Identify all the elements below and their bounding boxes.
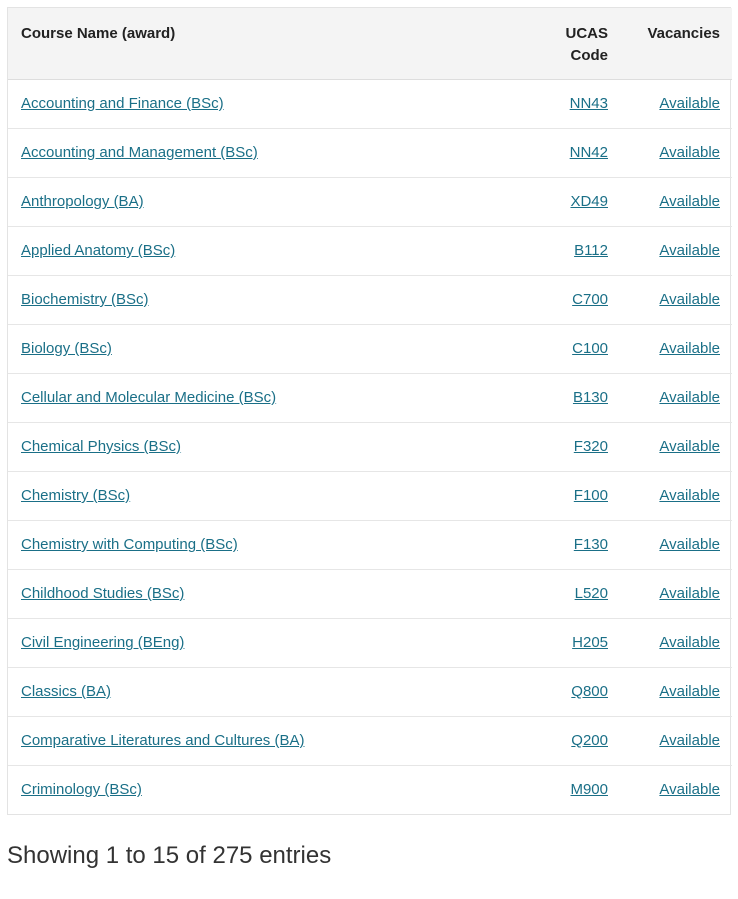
table-header-row [8,8,732,79]
table-row [8,177,732,226]
ucas-code-cell [543,716,608,765]
table-row [8,275,732,324]
course-name-link[interactable]: Chemical Physics (BSc) [21,438,182,455]
ucas-code-link[interactable]: M900 [570,781,608,799]
table-row [8,373,732,422]
ucas-code-link[interactable]: C700 [572,291,608,308]
ucas-code-cell [543,128,608,177]
course-name-cell [8,177,543,226]
course-name-link[interactable]: Criminology (BSc) [21,781,142,799]
vacancies-link[interactable]: Available [659,144,720,161]
vacancies-link[interactable]: Available [659,242,720,259]
ucas-code-cell [543,471,608,520]
ucas-code-link[interactable]: NN43 [569,95,608,112]
vacancies-link[interactable]: Available [659,683,720,700]
ucas-code-link[interactable]: Q800 [571,683,608,700]
ucas-code-cell [543,324,608,373]
vacancies-link[interactable]: Available [659,536,720,553]
vacancies-link[interactable]: Available [659,585,720,602]
course-name-link[interactable]: Accounting and Management (BSc) [21,144,258,161]
vacancies-link[interactable]: Available [659,193,720,210]
table-row [8,520,732,569]
ucas-code-link[interactable]: C100 [572,340,608,357]
column-header-course-name-label: Course Name (award) [21,25,176,42]
vacancies-cell [608,422,732,471]
vacancies-link[interactable]: Available [659,291,720,308]
ucas-code-link[interactable]: H205 [572,634,608,651]
vacancies-cell [608,177,732,226]
table-row [8,79,732,128]
table-row [8,128,732,177]
ucas-code-cell [543,667,608,716]
ucas-code-cell [543,618,608,667]
course-name-link[interactable]: Biology (BSc) [21,340,112,357]
ucas-code-link[interactable]: XD49 [570,193,608,210]
table-row [8,422,732,471]
vacancies-link[interactable]: Available [659,781,720,799]
vacancies-cell [608,275,732,324]
course-name-link[interactable]: Accounting and Finance (BSc) [21,95,224,112]
ucas-code-cell [543,765,608,814]
table-row [8,716,732,765]
ucas-code-link[interactable]: Q200 [571,732,608,749]
table-row [8,618,732,667]
table-row [8,324,732,373]
course-name-cell [8,618,543,667]
course-name-cell [8,226,543,275]
vacancies-cell [608,569,732,618]
ucas-code-link[interactable]: L520 [574,585,608,602]
vacancies-link[interactable]: Available [659,389,720,406]
course-name-cell [8,765,543,814]
ucas-code-link[interactable]: B112 [574,242,608,259]
vacancies-cell [608,324,732,373]
vacancies-link[interactable]: Available [659,340,720,357]
course-name-link[interactable]: Chemistry with Computing (BSc) [21,536,238,553]
course-name-link[interactable]: Comparative Literatures and Cultures (BA) [21,732,305,749]
column-header-vacancies-label: Vacancies [647,25,720,42]
column-header-vacancies[interactable] [608,8,732,79]
ucas-code-link[interactable]: F130 [573,536,608,553]
course-name-cell [8,324,543,373]
ucas-code-link[interactable]: F100 [573,487,608,504]
vacancies-cell [608,471,732,520]
vacancies-link[interactable]: Available [659,95,720,112]
table-row [8,226,732,275]
course-name-cell [8,471,543,520]
vacancies-cell [608,765,732,814]
course-name-cell [8,520,543,569]
vacancies-cell [608,667,732,716]
course-name-link[interactable]: Classics (BA) [21,683,112,700]
vacancies-link[interactable]: Available [659,438,720,455]
table-info-text: Showing 1 to 15 of 275 entries [7,842,332,869]
course-name-link[interactable]: Biochemistry (BSc) [21,291,149,308]
course-name-link[interactable]: Civil Engineering (BEng) [21,634,185,651]
course-name-cell [8,79,543,128]
vacancies-link[interactable]: Available [659,732,720,749]
vacancies-cell [608,716,732,765]
course-name-cell [8,373,543,422]
ucas-code-cell [543,520,608,569]
course-name-link[interactable]: Applied Anatomy (BSc) [21,242,176,259]
column-header-ucas-label-line2: Code [570,47,608,64]
table-row [8,765,732,814]
table-row [8,471,732,520]
ucas-code-cell [543,373,608,422]
vacancies-cell [608,520,732,569]
ucas-code-cell [543,177,608,226]
course-name-cell [8,275,543,324]
table-row [8,667,732,716]
course-name-cell [8,422,543,471]
vacancies-cell [608,226,732,275]
ucas-code-cell [543,422,608,471]
column-header-ucas-code[interactable] [543,8,608,79]
courses-table [8,8,732,814]
vacancies-link[interactable]: Available [659,487,720,504]
course-name-cell [8,569,543,618]
ucas-code-cell [543,569,608,618]
ucas-code-link[interactable]: F320 [573,438,608,455]
table-body [8,79,732,814]
course-name-link[interactable]: Cellular and Molecular Medicine (BSc) [21,389,277,406]
course-name-link[interactable]: Chemistry (BSc) [21,487,131,504]
column-header-course-name[interactable] [8,8,543,79]
course-name-cell [8,128,543,177]
column-header-ucas-label-line1: UCAS [565,25,608,42]
ucas-code-cell [543,275,608,324]
course-name-link[interactable]: Childhood Studies (BSc) [21,585,185,602]
vacancies-link[interactable]: Available [659,634,720,651]
vacancies-cell [608,618,732,667]
vacancies-cell [608,128,732,177]
ucas-code-cell [543,226,608,275]
course-name-cell [8,667,543,716]
ucas-code-link[interactable]: NN42 [569,144,608,161]
courses-table-container [7,7,731,815]
table-row [8,569,732,618]
vacancies-cell [608,79,732,128]
course-name-link[interactable]: Anthropology (BA) [21,193,144,210]
course-name-cell [8,716,543,765]
ucas-code-link[interactable]: B130 [572,389,608,406]
vacancies-cell [608,373,732,422]
ucas-code-cell [543,79,608,128]
